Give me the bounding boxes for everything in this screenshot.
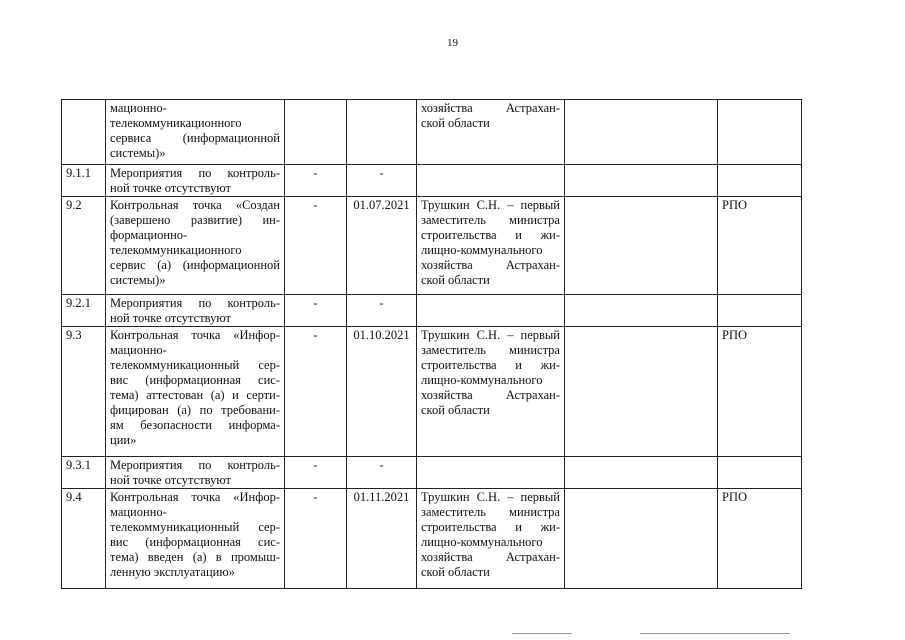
cell-text-line: строительства и жи- <box>421 228 560 242</box>
description-cell <box>565 100 718 165</box>
control-level-cell: РПО <box>718 489 802 589</box>
cell-text-line: Контрольная точка «Инфор- <box>110 490 280 504</box>
scan-artifact <box>512 633 572 634</box>
control-level-cell <box>718 457 802 489</box>
row-number: 9.2.1 <box>66 296 91 310</box>
cell-text-line: хозяйства Астрахан- <box>421 101 560 115</box>
cell-text-line: телекоммуникационный сер- <box>110 358 280 372</box>
cell-text-line: строительства и жи- <box>421 358 560 372</box>
cell-text-line: формационно- <box>110 228 188 242</box>
row-number-cell <box>62 327 106 457</box>
responsible-cell <box>417 327 565 457</box>
cell-text-line: ции» <box>110 433 137 447</box>
row-number-cell <box>62 295 106 327</box>
name-cell <box>106 165 285 197</box>
start-date-cell: - <box>285 197 347 295</box>
responsible-cell <box>417 489 565 589</box>
table-row <box>62 100 802 165</box>
description-cell <box>565 197 718 295</box>
cell-text-line: лищно-коммунального <box>421 373 543 387</box>
name-cell <box>106 327 285 457</box>
cell-text-line: Мероприятия по контроль- <box>110 296 280 310</box>
cell-text-line: ской области <box>421 116 490 130</box>
cell-text-line: Трушкин С.Н. – первый <box>421 490 560 504</box>
cell-text-line: лищно-коммунального <box>421 535 543 549</box>
cell-text-line: хозяйства Астрахан- <box>421 550 560 564</box>
cell-text-line: хозяйства Астрахан- <box>421 258 560 272</box>
scan-artifact <box>640 633 790 634</box>
cell-text-line: Трушкин С.Н. – первый <box>421 198 560 212</box>
responsible-cell <box>417 295 565 327</box>
cell-text-line: вис (информационная сис- <box>110 535 280 549</box>
end-date-cell <box>347 100 417 165</box>
cell-text-line: ленную эксплуатацию» <box>110 565 235 579</box>
row-number-cell <box>62 489 106 589</box>
row-number-cell <box>62 457 106 489</box>
control-level-cell <box>718 165 802 197</box>
end-date-cell: 01.07.2021 <box>347 197 417 295</box>
cell-text-line: лищно-коммунального <box>421 243 543 257</box>
row-number-cell <box>62 165 106 197</box>
control-level-cell: РПО <box>718 327 802 457</box>
responsible-cell <box>417 165 565 197</box>
end-date-cell: - <box>347 295 417 327</box>
cell-text-line: ской области <box>421 273 490 287</box>
cell-text-line: телекоммуникационного <box>110 116 242 130</box>
row-number: 9.1.1 <box>66 166 91 180</box>
control-level-cell <box>718 100 802 165</box>
name-cell <box>106 457 285 489</box>
table-row <box>62 457 802 489</box>
cell-text-line: телекоммуникационный сер- <box>110 520 280 534</box>
cell-text-line: ской области <box>421 565 490 579</box>
cell-text-line: мационно- <box>110 505 167 519</box>
cell-text-line: сервиса (информационной <box>110 131 280 145</box>
cell-text-line: заместитель министра <box>421 213 560 227</box>
row-number: 9.3.1 <box>66 458 91 472</box>
end-date-cell: - <box>347 457 417 489</box>
description-cell <box>565 295 718 327</box>
cell-text-line: ной точке отсутствуют <box>110 311 232 325</box>
responsible-cell <box>417 457 565 489</box>
cell-text-line: сервис (а) (информационной <box>110 258 280 272</box>
cell-text-line: ям безопасности информа- <box>110 418 280 432</box>
start-date-cell: - <box>285 489 347 589</box>
cell-text-line: ной точке отсутствуют <box>110 473 232 487</box>
cell-text-line: системы)» <box>110 273 166 287</box>
control-level-cell <box>718 295 802 327</box>
name-cell <box>106 295 285 327</box>
page-number: 19 <box>447 37 458 49</box>
name-cell <box>106 197 285 295</box>
cell-text-line: тема) введен (а) в промыш- <box>110 550 280 564</box>
cell-text-line: Контрольная точка «Создан <box>110 198 280 212</box>
table-row <box>62 197 802 295</box>
table-row <box>62 327 802 457</box>
cell-text-line: тема) аттестован (а) и серти- <box>110 388 280 402</box>
row-number-cell <box>62 197 106 295</box>
cell-text-line: заместитель министра <box>421 505 560 519</box>
row-number: 9.2 <box>66 198 82 212</box>
cell-text-line: мационно- <box>110 101 167 115</box>
row-number: 9.4 <box>66 490 82 504</box>
cell-text-line: ной точке отсутствуют <box>110 181 232 195</box>
cell-text-line: строительства и жи- <box>421 520 560 534</box>
table-row <box>62 165 802 197</box>
responsible-cell <box>417 100 565 165</box>
cell-text-line: Трушкин С.Н. – первый <box>421 328 560 342</box>
cell-text-line: Мероприятия по контроль- <box>110 458 280 472</box>
cell-text-line: Контрольная точка «Инфор- <box>110 328 280 342</box>
cell-text-line: телекоммуникационного <box>110 243 242 257</box>
cell-text-line: Мероприятия по контроль- <box>110 166 280 180</box>
cell-text-line: системы)» <box>110 146 166 160</box>
description-cell <box>565 165 718 197</box>
description-cell <box>565 457 718 489</box>
name-cell <box>106 489 285 589</box>
table-row <box>62 489 802 589</box>
cell-text-line: (завершено развитие) ин- <box>110 213 280 227</box>
start-date-cell: - <box>285 295 347 327</box>
start-date-cell <box>285 100 347 165</box>
cell-text-line: заместитель министра <box>421 343 560 357</box>
end-date-cell: 01.11.2021 <box>347 489 417 589</box>
table-row <box>62 295 802 327</box>
row-number-cell <box>62 100 106 165</box>
cell-text-line: ской области <box>421 403 490 417</box>
end-date-cell: - <box>347 165 417 197</box>
row-number: 9.3 <box>66 328 82 342</box>
start-date-cell: - <box>285 327 347 457</box>
end-date-cell: 01.10.2021 <box>347 327 417 457</box>
cell-text-line: хозяйства Астрахан- <box>421 388 560 402</box>
control-level-cell: РПО <box>718 197 802 295</box>
cell-text-line: фицирован (а) по требовани- <box>110 403 280 417</box>
start-date-cell: - <box>285 165 347 197</box>
start-date-cell: - <box>285 457 347 489</box>
cell-text-line: мационно- <box>110 343 167 357</box>
responsible-cell <box>417 197 565 295</box>
control-points-table <box>61 99 802 589</box>
description-cell <box>565 489 718 589</box>
name-cell <box>106 100 285 165</box>
description-cell <box>565 327 718 457</box>
cell-text-line: вис (информационная сис- <box>110 373 280 387</box>
